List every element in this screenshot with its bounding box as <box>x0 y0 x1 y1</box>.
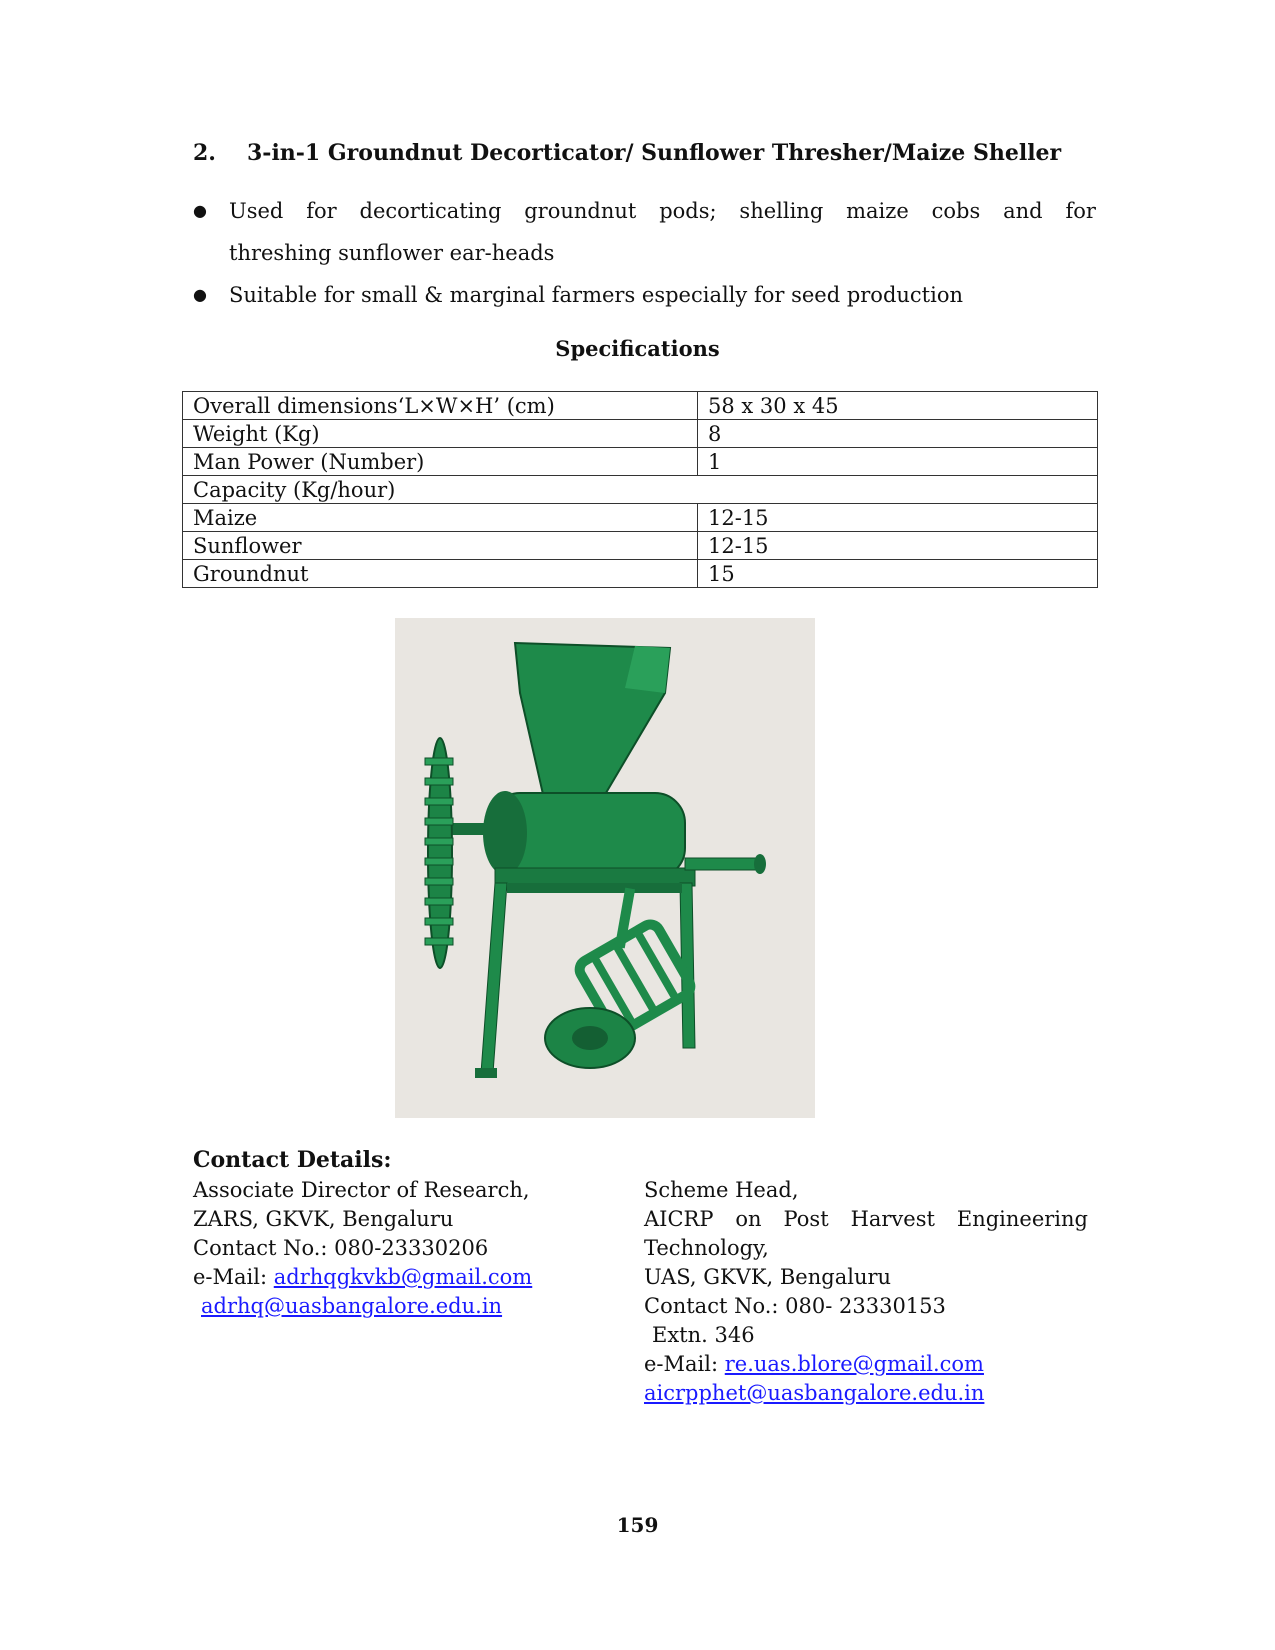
contact-left <box>193 1176 593 1321</box>
table-row <box>183 476 1098 504</box>
spec-label: Sunflower <box>183 532 698 560</box>
spec-label: Man Power (Number) <box>183 448 698 476</box>
contact-line-justified: AICRP on Post Harvest Engineering <box>644 1207 1088 1231</box>
section-number: 2. <box>193 140 216 166</box>
spec-label: Overall dimensions‘L×W×H’ (cm) <box>183 392 698 420</box>
contact-title: Contact Details: <box>193 1147 392 1173</box>
spec-value: 58 x 30 x 45 <box>698 392 1098 420</box>
section-title: 3-in-1 Groundnut Decorticator/ Sunflower Thresher/Maize Sheller <box>247 140 1062 166</box>
decorticator-illustration <box>395 618 815 1118</box>
table-row <box>183 448 1098 476</box>
contact-right <box>644 1176 1088 1408</box>
email-label: e-Mail: <box>193 1265 268 1289</box>
table-row <box>183 532 1098 560</box>
list-item <box>193 274 1096 316</box>
page-number: 159 <box>616 1513 659 1537</box>
contact-email-line <box>193 1292 593 1321</box>
spec-value: 12-15 <box>698 532 1098 560</box>
contact-line: Contact No.: 080-23330206 <box>193 1236 489 1260</box>
table-row <box>183 392 1098 420</box>
contact-line: Scheme Head, <box>644 1178 799 1202</box>
table-row <box>183 420 1098 448</box>
contact-email-line <box>193 1263 593 1292</box>
spec-value: 12-15 <box>698 504 1098 532</box>
spec-value: 8 <box>698 420 1098 448</box>
bullet-line-justified: Used for decorticating groundnut pods; shelling maize cobs and for <box>229 199 1096 223</box>
spec-group-label: Capacity (Kg/hour) <box>183 476 1098 504</box>
contact-email-line <box>644 1379 1088 1408</box>
email-link[interactable]: aicrpphet@uasbangalore.edu.in <box>644 1381 985 1405</box>
bullet-line: threshing sunflower ear-heads <box>229 241 555 265</box>
spec-label: Groundnut <box>183 560 698 588</box>
contact-line: Associate Director of Research, <box>193 1178 530 1202</box>
contact-line: UAS, GKVK, Bengaluru <box>644 1265 892 1289</box>
spec-value: 15 <box>698 560 1098 588</box>
email-link[interactable]: adrhqgkvkb@gmail.com <box>273 1265 533 1289</box>
list-item <box>193 190 1096 274</box>
email-link[interactable]: re.uas.blore@gmail.com <box>724 1352 984 1376</box>
table-row <box>183 504 1098 532</box>
contact-email-line <box>644 1350 1088 1379</box>
spec-label: Weight (Kg) <box>183 420 698 448</box>
contact-line: Technology, <box>644 1236 769 1260</box>
machine-photo <box>395 618 815 1118</box>
table-row <box>183 560 1098 588</box>
contact-line: ZARS, GKVK, Bengaluru <box>193 1207 454 1231</box>
bullet-text: Suitable for small & marginal farmers especially for seed production <box>229 283 963 307</box>
feature-list <box>193 190 1096 316</box>
email-link[interactable]: adrhq@uasbangalore.edu.in <box>201 1294 503 1318</box>
specifications-table <box>182 391 1098 588</box>
spec-label: Maize <box>183 504 698 532</box>
spec-value: 1 <box>698 448 1098 476</box>
contact-line: Extn. 346 <box>652 1323 755 1347</box>
contact-line: Contact No.: 080- 23330153 <box>644 1294 946 1318</box>
email-label: e-Mail: <box>644 1352 719 1376</box>
section-heading <box>193 140 1113 166</box>
bullet-icon: ● <box>193 201 207 220</box>
bullet-icon: ● <box>193 285 207 304</box>
specifications-title: Specifications <box>555 336 720 361</box>
